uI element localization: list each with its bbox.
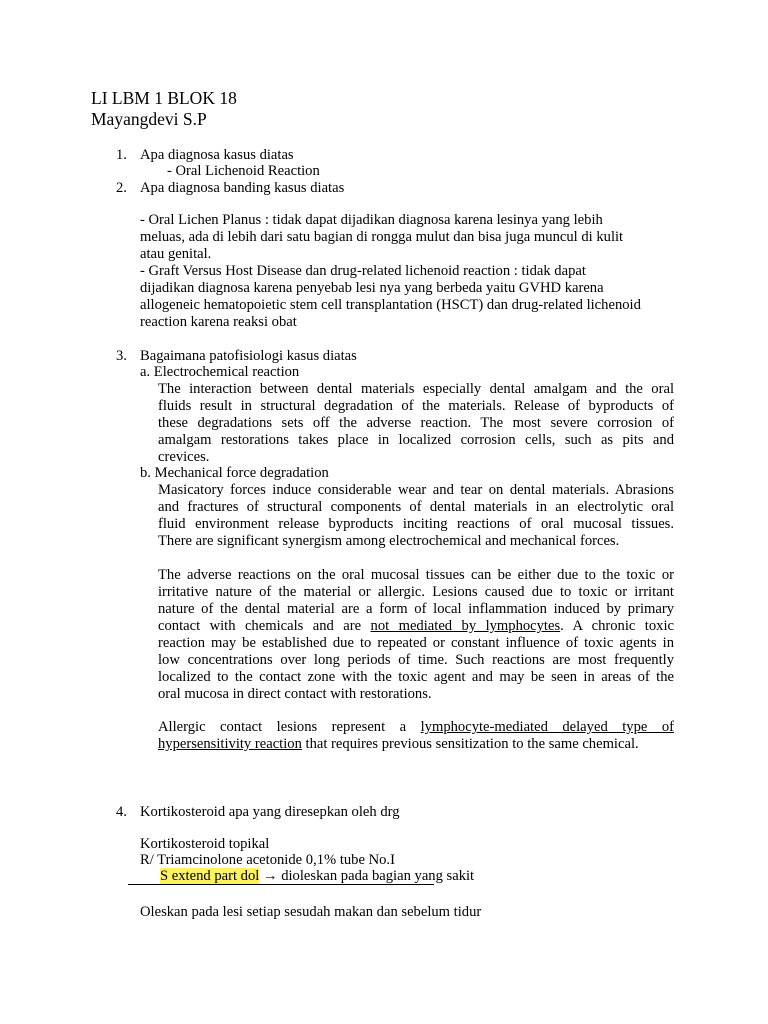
paragraph-c-line bbox=[158, 618, 674, 635]
prescription-divider bbox=[128, 884, 434, 885]
paragraph-c-line: reaction may be established due to repeated or constant influence of toxic agents in bbox=[158, 635, 674, 651]
paragraph-a-line: crevices. bbox=[158, 449, 210, 465]
paragraph-b-line: and fractures of structural components of dental materials in an electrolytic oral bbox=[158, 499, 674, 515]
item-number-2: 2. bbox=[116, 180, 127, 196]
paragraph-d-text: Allergic contact lesions represent a bbox=[158, 719, 421, 735]
document-author: Mayangdevi S.P bbox=[91, 109, 207, 129]
paragraph-c-line: oral mucosa in direct contact with restorations. bbox=[158, 686, 432, 702]
answer-2-line: allogeneic hematopoietic stem cell transplantation (HSCT) dan drug-related lichenoid bbox=[140, 297, 641, 313]
paragraph-c-line: irritative nature of the material or allergic. Lesions caused due to toxic or irritant bbox=[158, 584, 674, 600]
paragraph-a-line: these degradations sets off the adverse reaction. The most severe corrosion of bbox=[158, 415, 674, 431]
question-4: Kortikosteroid apa yang diresepkan oleh drg bbox=[140, 804, 400, 820]
item-number-1: 1. bbox=[116, 147, 127, 163]
answer-2-line: atau genital. bbox=[140, 246, 212, 262]
paragraph-c-line: The adverse reactions on the oral mucosal tissues can be either due to the toxic or bbox=[158, 567, 674, 583]
paragraph-d-line bbox=[158, 736, 639, 753]
item-number-4: 4. bbox=[116, 804, 127, 820]
answer-2-line: reaction karena reaksi obat bbox=[140, 314, 297, 330]
paragraph-a-line: amalgam restorations takes place in localized corrosion cells, such as pits and bbox=[158, 432, 674, 448]
highlighted-signa: S extend part dol bbox=[160, 868, 260, 884]
document-title: LI LBM 1 BLOK 18 bbox=[91, 88, 237, 108]
prescription-type: Kortikosteroid topikal bbox=[140, 836, 270, 852]
paragraph-c-line: localized to the contact zone with the toxic agent and may be seen in areas of the bbox=[158, 669, 674, 685]
paragraph-a-line: The interaction between dental materials especially dental amalgam and the oral bbox=[158, 381, 674, 397]
paragraph-d-text: that requires previous sensitization to the same chemical. bbox=[301, 736, 639, 752]
paragraph-c-text: . A chronic toxic bbox=[560, 618, 674, 634]
underlined-phrase: lymphocyte-mediated delayed type of bbox=[420, 719, 674, 735]
item-number-3: 3. bbox=[116, 348, 127, 364]
usage-note: Oleskan pada lesi setiap sesudah makan dan sebelum tidur bbox=[140, 904, 482, 920]
paragraph-d-line bbox=[158, 719, 674, 736]
underlined-phrase: not mediated by lymphocytes bbox=[370, 618, 561, 634]
subheading-a: a. Electrochemical reaction bbox=[140, 364, 300, 380]
arrow-icon: → bbox=[262, 868, 278, 884]
paragraph-b-line: There are significant synergism among electrochemical and mechanical forces. bbox=[158, 533, 620, 549]
paragraph-c-line: nature of the dental material are a form of local inflammation induced by primary bbox=[158, 601, 674, 617]
answer-2-line: dijadikan diagnosa karena penyebab lesi nya yang berbeda yaitu GVHD karena bbox=[140, 280, 604, 296]
answer-2-line: meluas, ada di lebih dari satu bagian di rongga mulut dan bisa juga muncul di kulit bbox=[140, 229, 624, 245]
question-3: Bagaimana patofisiologi kasus diatas bbox=[140, 348, 357, 364]
paragraph-c-text: contact with chemicals and are bbox=[158, 618, 371, 634]
paragraph-b-line: Masicatory forces induce considerable wear and tear on dental materials. Abrasions bbox=[158, 482, 674, 498]
paragraph-b-line: fluid environment release byproducts inciting reactions of oral mucosal tissues. bbox=[158, 516, 674, 532]
answer-2-line: - Oral Lichen Planus : tidak dapat dijadikan diagnosa karena lesinya yang lebih bbox=[140, 212, 603, 228]
paragraph-c-line: low concentrations over long periods of time. Such reactions are most frequently bbox=[158, 652, 674, 668]
prescription-signa bbox=[160, 868, 474, 885]
paragraph-a-line: fluids result in structural degradation of the materials. Release of byproducts of bbox=[158, 398, 674, 414]
question-2: Apa diagnosa banding kasus diatas bbox=[140, 180, 345, 196]
subheading-b: b. Mechanical force degradation bbox=[140, 465, 329, 481]
prescription-recipe: R/ Triamcinolone acetonide 0,1% tube No.I bbox=[140, 852, 395, 868]
question-1: Apa diagnosa kasus diatas bbox=[140, 147, 294, 163]
underlined-phrase: hypersensitivity reaction bbox=[158, 736, 302, 752]
answer-2-line: - Graft Versus Host Disease dan drug-related lichenoid reaction : tidak dapat bbox=[140, 263, 586, 279]
signa-instruction: dioleskan pada bagian yang sakit bbox=[277, 868, 475, 884]
answer-1: - Oral Lichenoid Reaction bbox=[167, 163, 320, 179]
